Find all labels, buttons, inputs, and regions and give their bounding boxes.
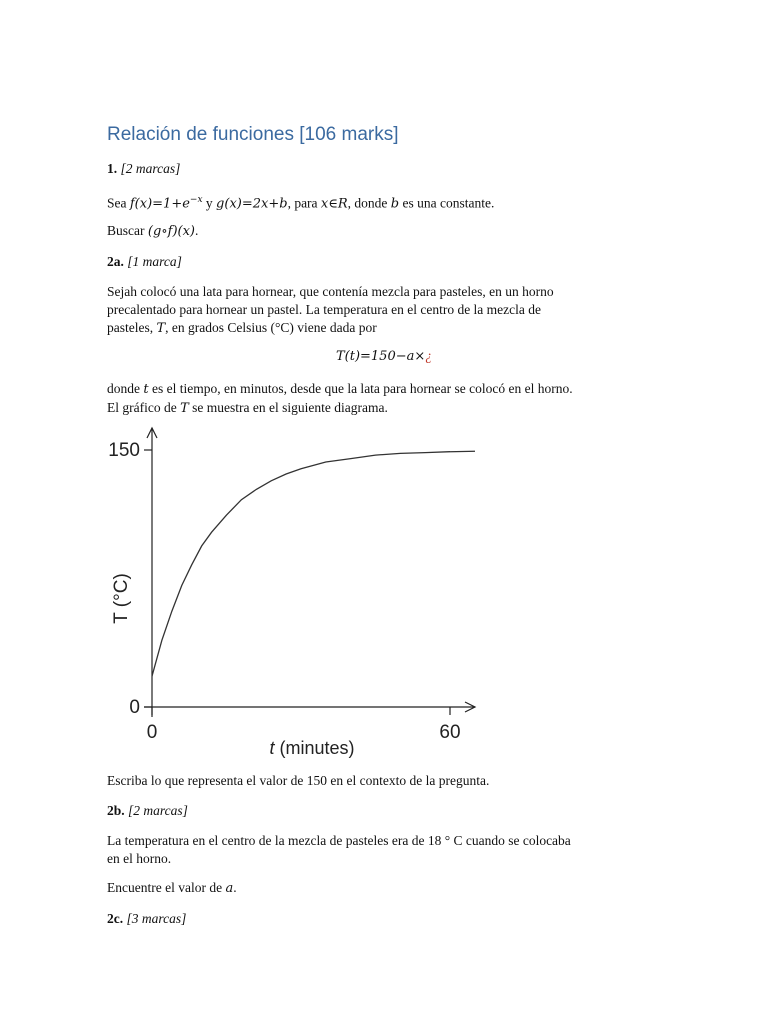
question-1-header <box>107 160 667 178</box>
temperature-chart <box>90 420 510 765</box>
text-line: Sejah colocó una lata para hornear, que contenía mezcla para pasteles, en un horno <box>107 284 554 299</box>
math-composition: (g∘f)(x) <box>147 224 195 239</box>
y-tick-label: 150 <box>108 440 140 461</box>
question-2b-header <box>107 802 667 820</box>
text: , donde <box>347 195 391 211</box>
text-line <box>107 399 667 418</box>
math-b: b <box>390 196 400 212</box>
question-marks: [2 marcas] <box>128 803 188 818</box>
math-f: f(x)=1+e <box>129 196 190 212</box>
math-domain: x∈R <box>320 196 348 212</box>
text: El gráfico de <box>107 400 181 415</box>
text-line: La temperatura en el centro de la mezcla de pasteles era de 18 ° C cuando se colocaba <box>107 833 571 848</box>
text: Buscar <box>107 223 148 238</box>
text: pasteles, <box>107 320 157 335</box>
text: y <box>202 195 217 211</box>
question-marks: [3 marcas] <box>126 911 187 926</box>
chart-marks <box>152 451 475 676</box>
question-1-statement <box>107 191 667 214</box>
text: Encuentre el valor de <box>107 880 226 895</box>
text: es el tiempo, en minutos, desde que la lata para hornear se colocó en el horno. <box>148 381 573 396</box>
text-line <box>107 380 667 399</box>
text: Sea <box>107 195 127 211</box>
math-a: a <box>225 881 234 896</box>
chart-axes <box>144 428 475 717</box>
math-t: t <box>143 382 149 397</box>
text-line: en el horno. <box>107 851 172 866</box>
question-2c-header <box>107 910 667 928</box>
curve-extension <box>450 451 475 452</box>
x-tick-label: 60 <box>439 722 461 743</box>
math-T: T <box>180 401 189 416</box>
math-T: T <box>156 321 166 336</box>
temperature-curve <box>152 452 450 677</box>
text: se muestra en el siguiente diagrama. <box>188 400 388 415</box>
question-2b-task <box>107 879 667 898</box>
document-title: Relación de funciones [106 marks] <box>107 124 399 145</box>
text: . <box>195 223 199 238</box>
y-axis-label: T (°C) <box>111 573 132 624</box>
text: donde <box>107 381 144 396</box>
question-2a-statement <box>107 283 667 338</box>
question-marks: [2 marcas] <box>120 161 181 176</box>
math-exponent: −x <box>189 195 203 205</box>
formula <box>0 348 768 364</box>
text: , para <box>287 195 321 211</box>
x-axis-var: t <box>269 738 280 758</box>
question-2a-header <box>107 253 667 271</box>
text: , en grados Celsius (°C) viene dada por <box>165 320 377 335</box>
question-marks: [1 marca] <box>127 254 182 269</box>
question-number: 2a. <box>107 254 124 269</box>
question-number: 2b. <box>107 803 125 818</box>
question-2b-statement <box>107 832 667 868</box>
x-axis-unit: (minutes) <box>279 738 355 758</box>
text-line <box>107 319 667 338</box>
question-number: 1. <box>107 161 118 176</box>
text-line: precalentado para hornear un pastel. La temperatura en el centro de la mezcla de <box>107 302 542 317</box>
y-tick-label: 0 <box>129 697 140 718</box>
x-tick-label: 0 <box>146 722 158 743</box>
chart-labels <box>108 440 460 758</box>
formula-lhs: T(t)=150−a× <box>335 349 426 364</box>
text: es una constante. <box>399 195 495 211</box>
text: . <box>233 880 237 895</box>
question-1-task <box>107 222 667 241</box>
x-axis-label <box>269 738 354 758</box>
question-2a-task: Escriba lo que representa el valor de 150 en el contexto de la pregunta. <box>107 773 490 788</box>
question-2a-context <box>107 380 667 418</box>
math-g: g(x)=2x+b <box>216 196 288 212</box>
question-number: 2c. <box>107 911 124 926</box>
formula-missing-glyph: ¿ <box>425 348 433 363</box>
